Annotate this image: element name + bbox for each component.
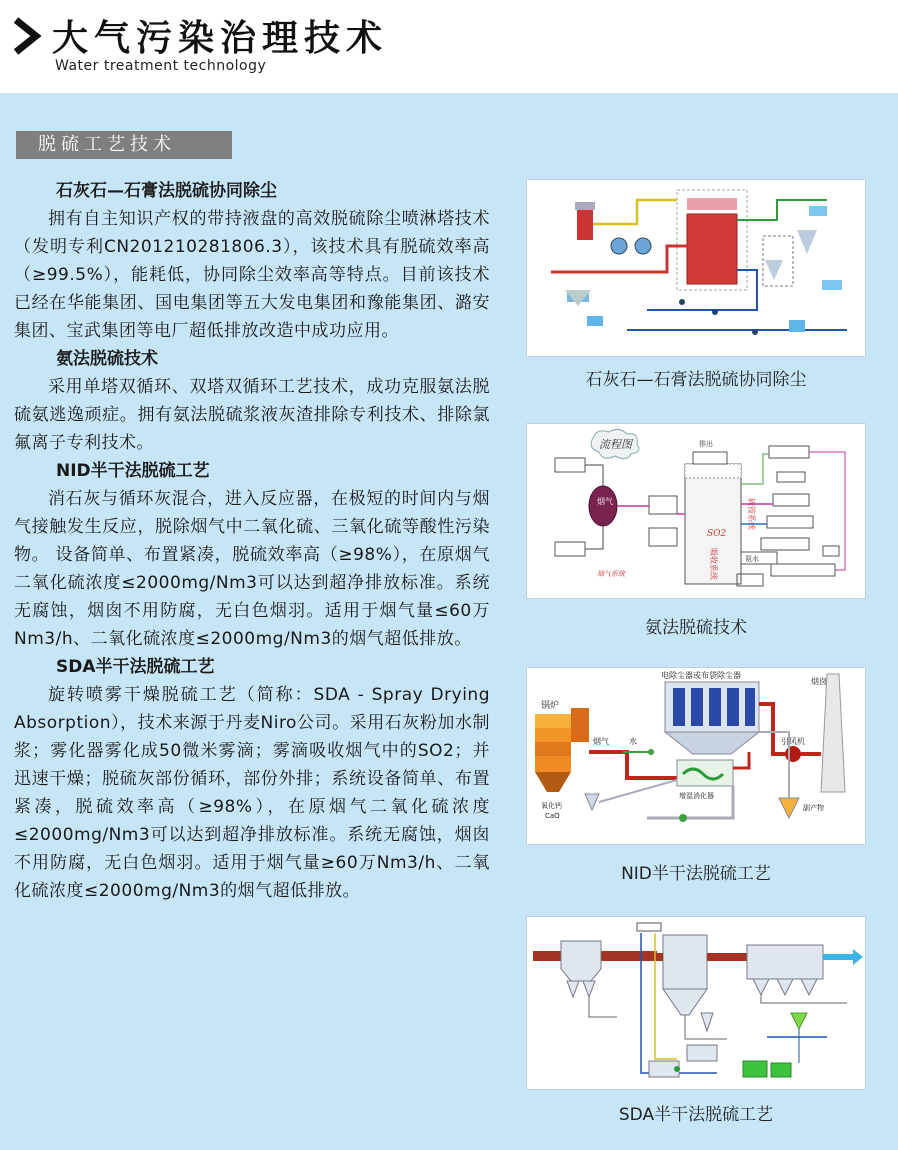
- boiler-label: 锅炉: [541, 701, 560, 711]
- text-column: [14, 177, 490, 905]
- absorb-system-label: 吸收系统: [709, 548, 718, 580]
- article-heading-limestone: 石灰石—石膏法脱硫协同除尘: [56, 181, 277, 201]
- article-heading-ammonia: 氨法脱硫技术: [56, 349, 158, 369]
- salt-system-label: 硫铵系统: [747, 498, 756, 530]
- product-label: 副产物: [803, 804, 824, 812]
- article-heading-sda: SDA半干法脱硫工艺: [56, 657, 215, 677]
- caption-ammonia: 氨法脱硫技术: [645, 618, 747, 638]
- figure-ammonia-diagram: [526, 423, 866, 599]
- lime-label: 氧化钙: [541, 802, 562, 810]
- flue-gas-label: 烟气: [597, 497, 613, 506]
- chevron-right-icon: [8, 14, 48, 58]
- page-header: [0, 0, 898, 93]
- figure-sda-diagram: [526, 916, 866, 1090]
- chimney-label: 烟囱: [811, 677, 827, 686]
- flow-title: 流程图: [599, 438, 632, 451]
- figure-nid-diagram: [526, 667, 866, 845]
- page-title: 大气污染治理技术: [52, 17, 389, 59]
- caption-limestone: 石灰石—石膏法脱硫协同除尘: [585, 370, 807, 390]
- section-tag: 脱硫工艺技术: [16, 131, 232, 159]
- flue-gas-label-nid: 烟气: [593, 737, 609, 746]
- mixer-label: 增湿消化器: [679, 792, 714, 800]
- article-body-ammonia: 采用单塔双循环、双塔双循环工艺技术，成功克服氨法脱硫氨逃逸顽症。拥有氨法脱硫浆液灰渣排除专利技术、排除氯氟离子专利技术。: [14, 377, 490, 453]
- fan-label: 引风机: [781, 737, 805, 746]
- caption-sda: SDA半干法脱硫工艺: [618, 1105, 774, 1125]
- caption-nid: NID半干法脱硫工艺: [621, 864, 771, 884]
- article-heading-nid: NID半干法脱硫工艺: [56, 461, 210, 481]
- flue-system-label: 烟气系统: [597, 570, 625, 578]
- ammonia-label: 氨水: [745, 555, 759, 563]
- so2-label: SO2: [707, 529, 727, 539]
- content-area: [0, 93, 898, 1150]
- page-subtitle: Water treatment technology: [55, 58, 267, 74]
- figure-limestone-diagram: [526, 179, 866, 357]
- article-body-sda: 旋转喷雾干燥脱硫工艺（简称：SDA - Spray Drying Absorption），技术来源于丹麦Niro公司。采用石灰粉加水制浆；雾化器雾化成50微米雾滴；雾滴吸收烟气中的SO2；并迅速干燥；脱硫灰部份循环，部份外排；系统设备简单、布置紧凑，脱硫效率高（≥98%），在原烟气二氧化硫浓度≤2000mg/Nm3可以达到超净排放标准。系统无腐蚀，烟囱不用防腐，无白色烟羽。适用于烟气量≥60万Nm3/h、二氧化硫浓度≤2000mg/Nm3的烟气超低排放。: [14, 685, 490, 901]
- water-label: 水: [629, 737, 637, 746]
- article-body-nid: 消石灰与循环灰混合，进入反应器，在极短的时间内与烟气接触发生反应，脱除烟气中二氧化硫、三氧化硫等酸性污染物。 设备简单、布置紧凑，脱硫效率高（≥98%），在原烟气二氧化硫浓度≤2000mg/Nm3可以达到超净排放标准。系统无腐蚀，烟囱不用防腐，无白色烟羽。适用于烟气量≤60万Nm3/h、二氧化硫浓度≤2000mg/Nm3的烟气超低排放。: [14, 489, 490, 649]
- cao-label: CaO: [545, 812, 560, 820]
- article-body-limestone: 拥有自主知识产权的带持液盘的高效脱硫除尘喷淋塔技术（发明专利CN201210281806.3），该技术具有脱硫效率高（≥99.5%），能耗低，协同除尘效率高等特点。目前该技术已经在华能集团、国电集团等五大发电集团和豫能集团、潞安集团、宝武集团等电厂超低排放改造中成功应用。: [14, 209, 490, 341]
- collector-label: 电除尘器或布袋除尘器: [661, 671, 741, 680]
- exhaust-label: 排出: [699, 440, 713, 448]
